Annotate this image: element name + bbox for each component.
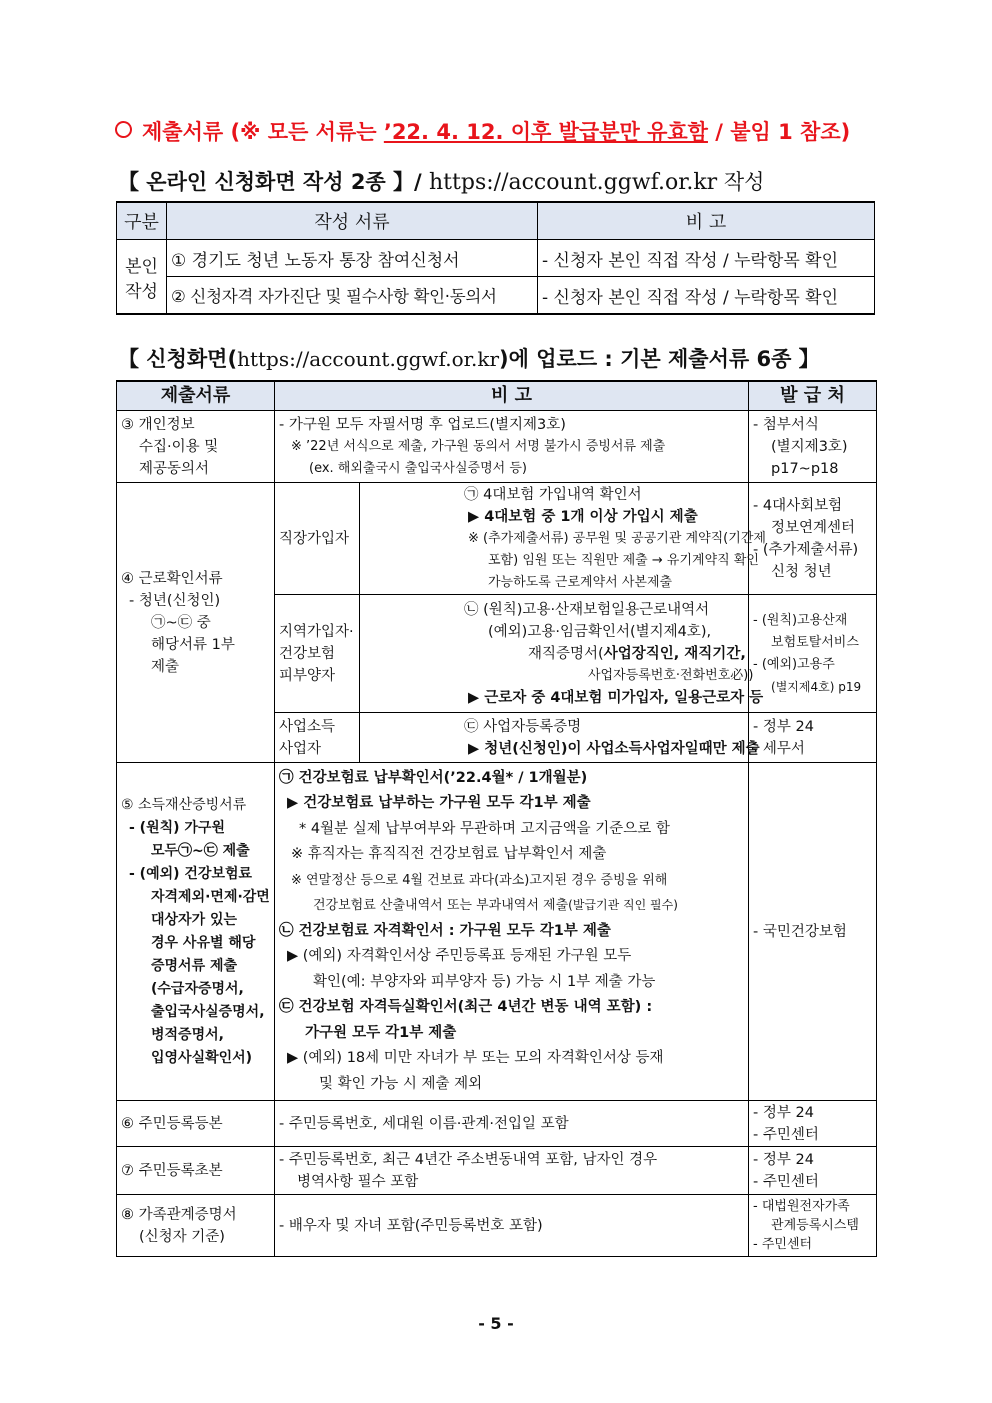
upload-title-b: )에 업로드 : 기본 제출서류 6종 】 <box>499 347 820 371</box>
row4a-label: 직장가입자 <box>275 483 360 595</box>
online-docs-table <box>116 201 875 315</box>
online-note-2: - 신청자 본인 직접 작성 / 누락항목 확인 <box>538 277 875 315</box>
heading-underlined-text: ’22. 4. 12. 이후 발급분만 유효함 <box>383 120 708 144</box>
row4a-note: ㉠ 4대보험 가입내역 확인서 ▶ 4대보험 중 1개 이상 가입시 제출 ※ (추가제출서류) 공무원 및 공공기관 계약직(기간제 포함) 임원 또는 직원만 제출 → 유기계약직 확인 가능하도록 근로계약서 사본제출 <box>360 483 749 595</box>
row6-name: ⑥ 주민등록등본 <box>117 1101 275 1147</box>
row4b-note: ㉡ (원칙)고용·산재보험일용근로내역서 (예외)고용·임금확인서(별지제4호), 재직증명서(사업장직인, 재직기간, 사업자등록번호·전화번호必)) ▶ 근로자 중 4대보험 미가입자, 일용근로자 등 <box>360 595 749 713</box>
col-header-issuer: 발 급 처 <box>749 381 877 411</box>
col-header-category: 구분 <box>117 202 167 240</box>
row5-note: ㉠ 건강보험료 납부확인서(’22.4월* / 1개월분) ▶ 건강보험료 납부하는 가구원 모두 각1부 제출 * 4월분 실제 납부여부와 무관하며 고지금액을 기준으로 함 ※ 휴직자는 휴직직전 건강보험료 납부확인서 제출 ※ 연말정산 등으로 4월 건보료 과다(과소)고지된 경우 증빙을 위해 건강보험료 산출내역서 또는 부과내역서 제출(발급기관 직인 필수) ㉡ 건강보험료 자격확인서 : 가구원 모두 각1부 제출 ▶ (예외) 자격확인서상 주민등록표 등재된 가구원 모두 확인(예: 부양자와 피부양자 등) 가능 시 1부 제출 가능 ㉢ 건강보험 자격득실확인서(최근 4년간 변동 내역 포함) : 가구원 모두 각1부 제출 ▶ (예외) 18세 미만 자녀가 부 또는 모의 자격확인서상 등재 및 확인 가능 시 제출 제외 <box>275 763 749 1101</box>
row7-issuer: - 정부 24 - 주민센터 <box>749 1147 877 1195</box>
online-title-suffix: 작성 <box>717 170 765 194</box>
col-header-document: 작성 서류 <box>167 202 538 240</box>
row4c-label: 사업소득 사업자 <box>275 713 360 763</box>
online-doc-2: ② 신청자격 자가진단 및 필수사항 확인·동의서 <box>167 277 538 315</box>
heading-text: 제출서류 (※ 모든 서류는 <box>142 120 384 144</box>
row3-note: - 가구원 모두 자필서명 후 업로드(별지제3호) ※ ’22년 서식으로 제출, 가구원 동의서 서명 불가시 증빙서류 제출 (ex. 해외출국시 출입국사실증명서 등) <box>275 411 749 483</box>
row3-issuer: - 첨부서식 (별지제3호) p17~p18 <box>749 411 877 483</box>
row8-issuer: - 대법원전자가족 관계등록시스템 - 주민센터 <box>749 1195 877 1257</box>
row6-issuer: - 정부 24 - 주민센터 <box>749 1101 877 1147</box>
row4-name: ④ 근로확인서류 - 청년(신청인) ㉠~㉢ 중 해당서류 1부 제출 <box>117 483 275 763</box>
group-label: 본인 작성 <box>117 240 167 315</box>
online-doc-1: ① 경기도 청년 노동자 통장 참여신청서 <box>167 240 538 277</box>
col-header-doc: 제출서류 <box>117 381 275 411</box>
upload-url[interactable]: https://account.ggwf.or.kr <box>237 347 500 371</box>
upload-section-title <box>118 343 820 373</box>
row4c-note: ㉢ 사업자등록증명 ▶ 청년(신청인)이 사업소득사업자일때만 제출 <box>360 713 749 763</box>
row7-note: - 주민등록번호, 최근 4년간 주소변동내역 포함, 남자인 경우 병역사항 필수 포함 <box>275 1147 749 1195</box>
row8-name: ⑧ 가족관계증명서 (신청자 기준) <box>117 1195 275 1257</box>
row4b-issuer: - (원칙)고용산재 보험토탈서비스 - (예외)고용주 (별지제4호) p19 <box>749 595 877 713</box>
online-note-1: - 신청자 본인 직접 작성 / 누락항목 확인 <box>538 240 875 277</box>
page-number: - 5 - <box>478 1314 514 1333</box>
row4b-label: 지역가입자· 건강보험 피부양자 <box>275 595 360 713</box>
row6-note: - 주민등록번호, 세대원 이름·관계·전입일 포함 <box>275 1101 749 1147</box>
online-url[interactable]: https://account.ggwf.or.kr <box>429 170 718 195</box>
col-header-remark: 비 고 <box>275 381 749 411</box>
section-heading <box>115 116 895 146</box>
upload-docs-table <box>116 380 877 1257</box>
row4c-issuer: - 정부 24 - 세무서 <box>749 713 877 763</box>
heading-suffix: / 붙임 1 참조) <box>707 120 851 144</box>
row3-name: ③ 개인정보 수집·이용 및 제공동의서 <box>117 411 275 483</box>
online-section-title <box>118 166 764 196</box>
row4a-issuer: - 4대사회보험 정보연계센터 - (추가제출서류) 신청 청년 <box>749 483 877 595</box>
row8-note: - 배우자 및 자녀 포함(주민등록번호 포함) <box>275 1195 749 1257</box>
circle-bullet-icon <box>115 121 132 138</box>
upload-title-a: 【 신청화면( <box>118 347 238 371</box>
online-title-text: 【 온라인 신청화면 작성 2종 】/ <box>118 170 430 194</box>
row5-issuer: - 국민건강보험 <box>749 763 877 1101</box>
col-header-note: 비 고 <box>538 202 875 240</box>
row7-name: ⑦ 주민등록초본 <box>117 1147 275 1195</box>
row5-name: ⑤ 소득재산증빙서류 - (원칙) 가구원 모두㉠~㉢ 제출 - (예외) 건강보험료 자격제외·면제·감면 대상자가 있는 경우 사유별 해당 증명서류 제출 (수급자증명서, 출입국사실증명서, 병적증명서, 입영사실확인서) <box>117 763 275 1101</box>
